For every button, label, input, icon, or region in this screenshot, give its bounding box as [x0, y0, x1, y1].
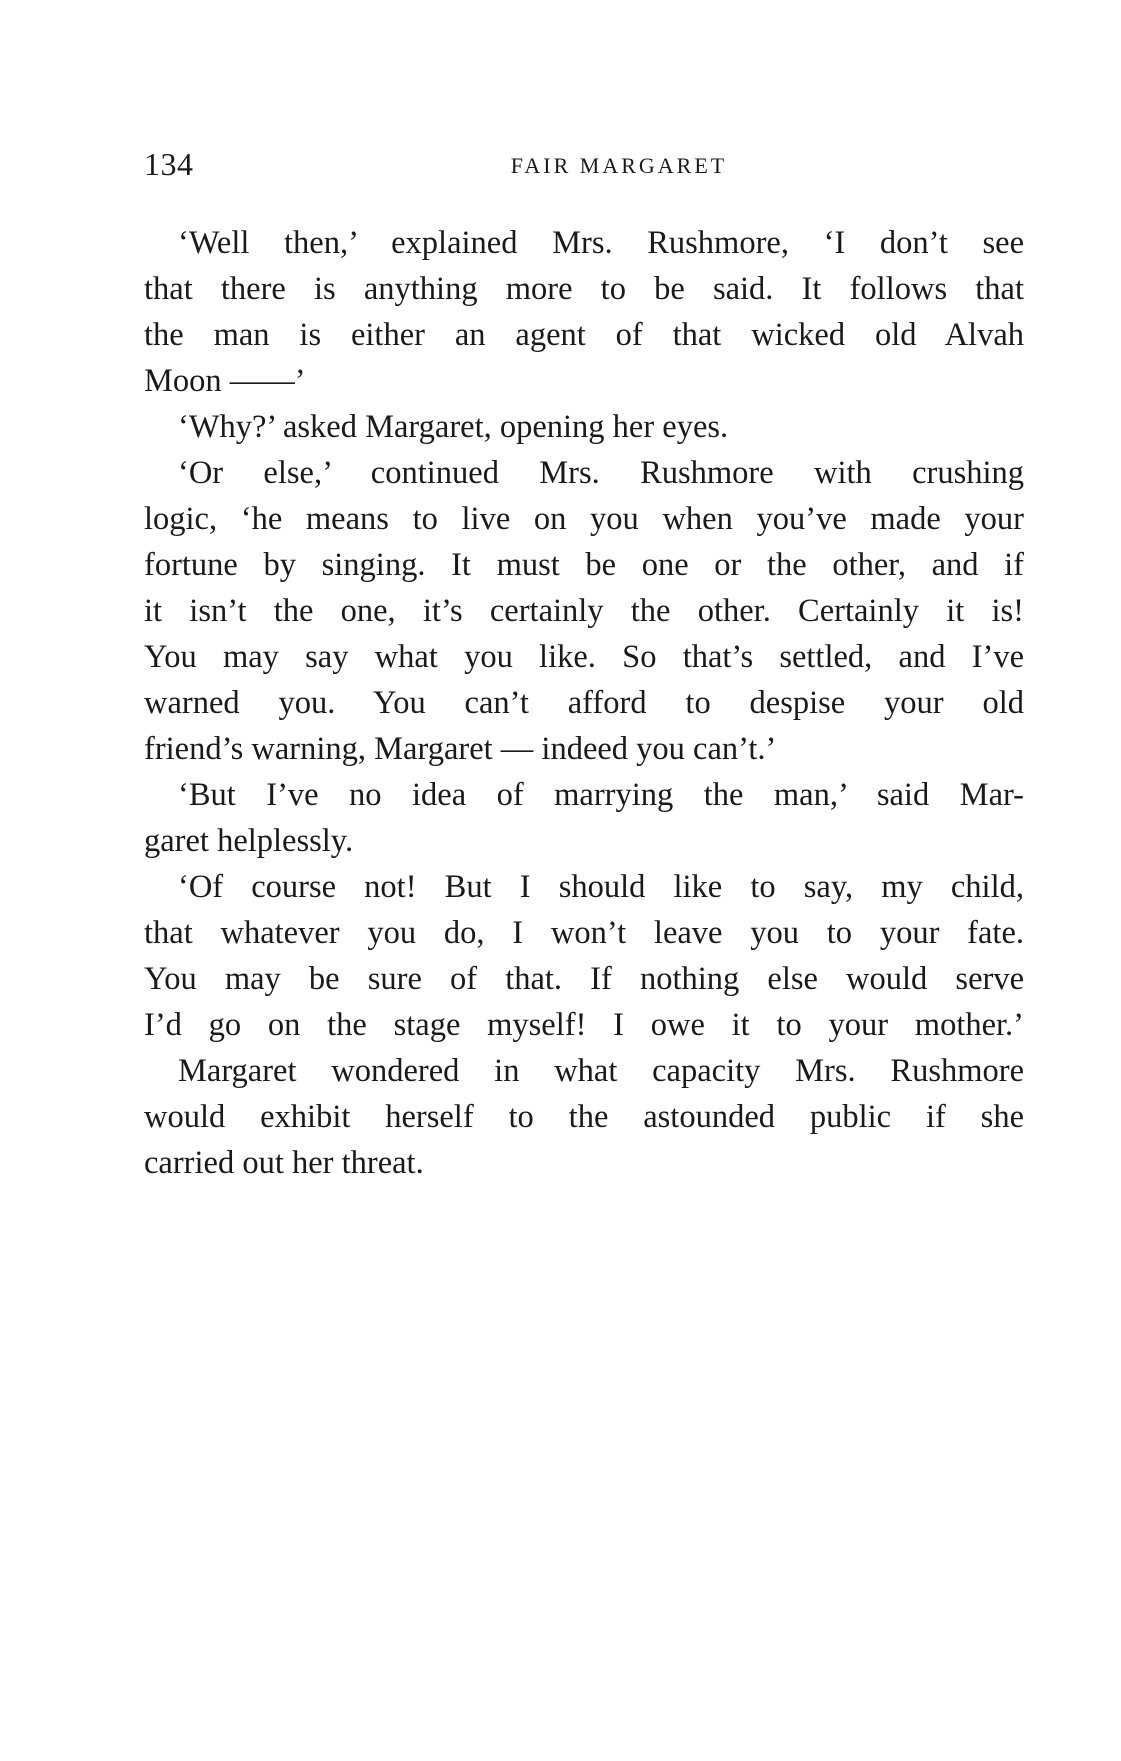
text-line: ‘Why?’ asked Margaret, opening her eyes. [178, 409, 729, 445]
text-line: I’d go on the stage myself! I owe it to your mother.’ [144, 1007, 1024, 1043]
text-line: ‘Or else,’ continued Mrs. Rushmore with crushing [178, 455, 1024, 491]
text-line: garet helplessly. [144, 823, 354, 859]
text-line: would exhibit herself to the astounded public if she [144, 1099, 1024, 1135]
paragraph [144, 404, 1024, 450]
page-number: 134 [144, 146, 194, 182]
paragraph [144, 1048, 1024, 1186]
text-line: warned you. You can’t afford to despise your old [144, 685, 1024, 721]
text-line: friend’s warning, Margaret — indeed you can’t.’ [144, 731, 777, 767]
text-line: logic, ‘he means to live on you when you’ve made your [144, 501, 1024, 537]
body-text [144, 220, 1024, 1186]
text-line: You may be sure of that. If nothing else would serve [144, 961, 1024, 997]
text-line: the man is either an agent of that wicked old Alvah [144, 317, 1024, 353]
paragraph [144, 864, 1024, 1048]
paragraph [144, 450, 1024, 772]
text-line: it isn’t the one, it’s certainly the other. Certainly it is! [144, 593, 1024, 629]
text-line: ‘Well then,’ explained Mrs. Rushmore, ‘I don’t see [178, 225, 1024, 261]
paragraph [144, 772, 1024, 864]
text-line: carried out her threat. [144, 1145, 424, 1181]
text-line: You may say what you like. So that’s settled, and I’ve [144, 639, 1024, 675]
text-line: Margaret wondered in what capacity Mrs. Rushmore [178, 1053, 1024, 1089]
paragraph [144, 220, 1024, 404]
text-line: fortune by singing. It must be one or the other, and if [144, 547, 1024, 583]
text-line: ‘But I’ve no idea of marrying the man,’ said Mar- [178, 777, 1024, 813]
text-line: ‘Of course not! But I should like to say, my child, [178, 869, 1024, 905]
text-line: that whatever you do, I won’t leave you to your fate. [144, 915, 1024, 951]
text-line: Moon ——’ [144, 363, 306, 399]
running-head [144, 142, 1024, 186]
running-title: FAIR MARGARET [510, 153, 728, 178]
text-line: that there is anything more to be said. It follows that [144, 271, 1024, 307]
